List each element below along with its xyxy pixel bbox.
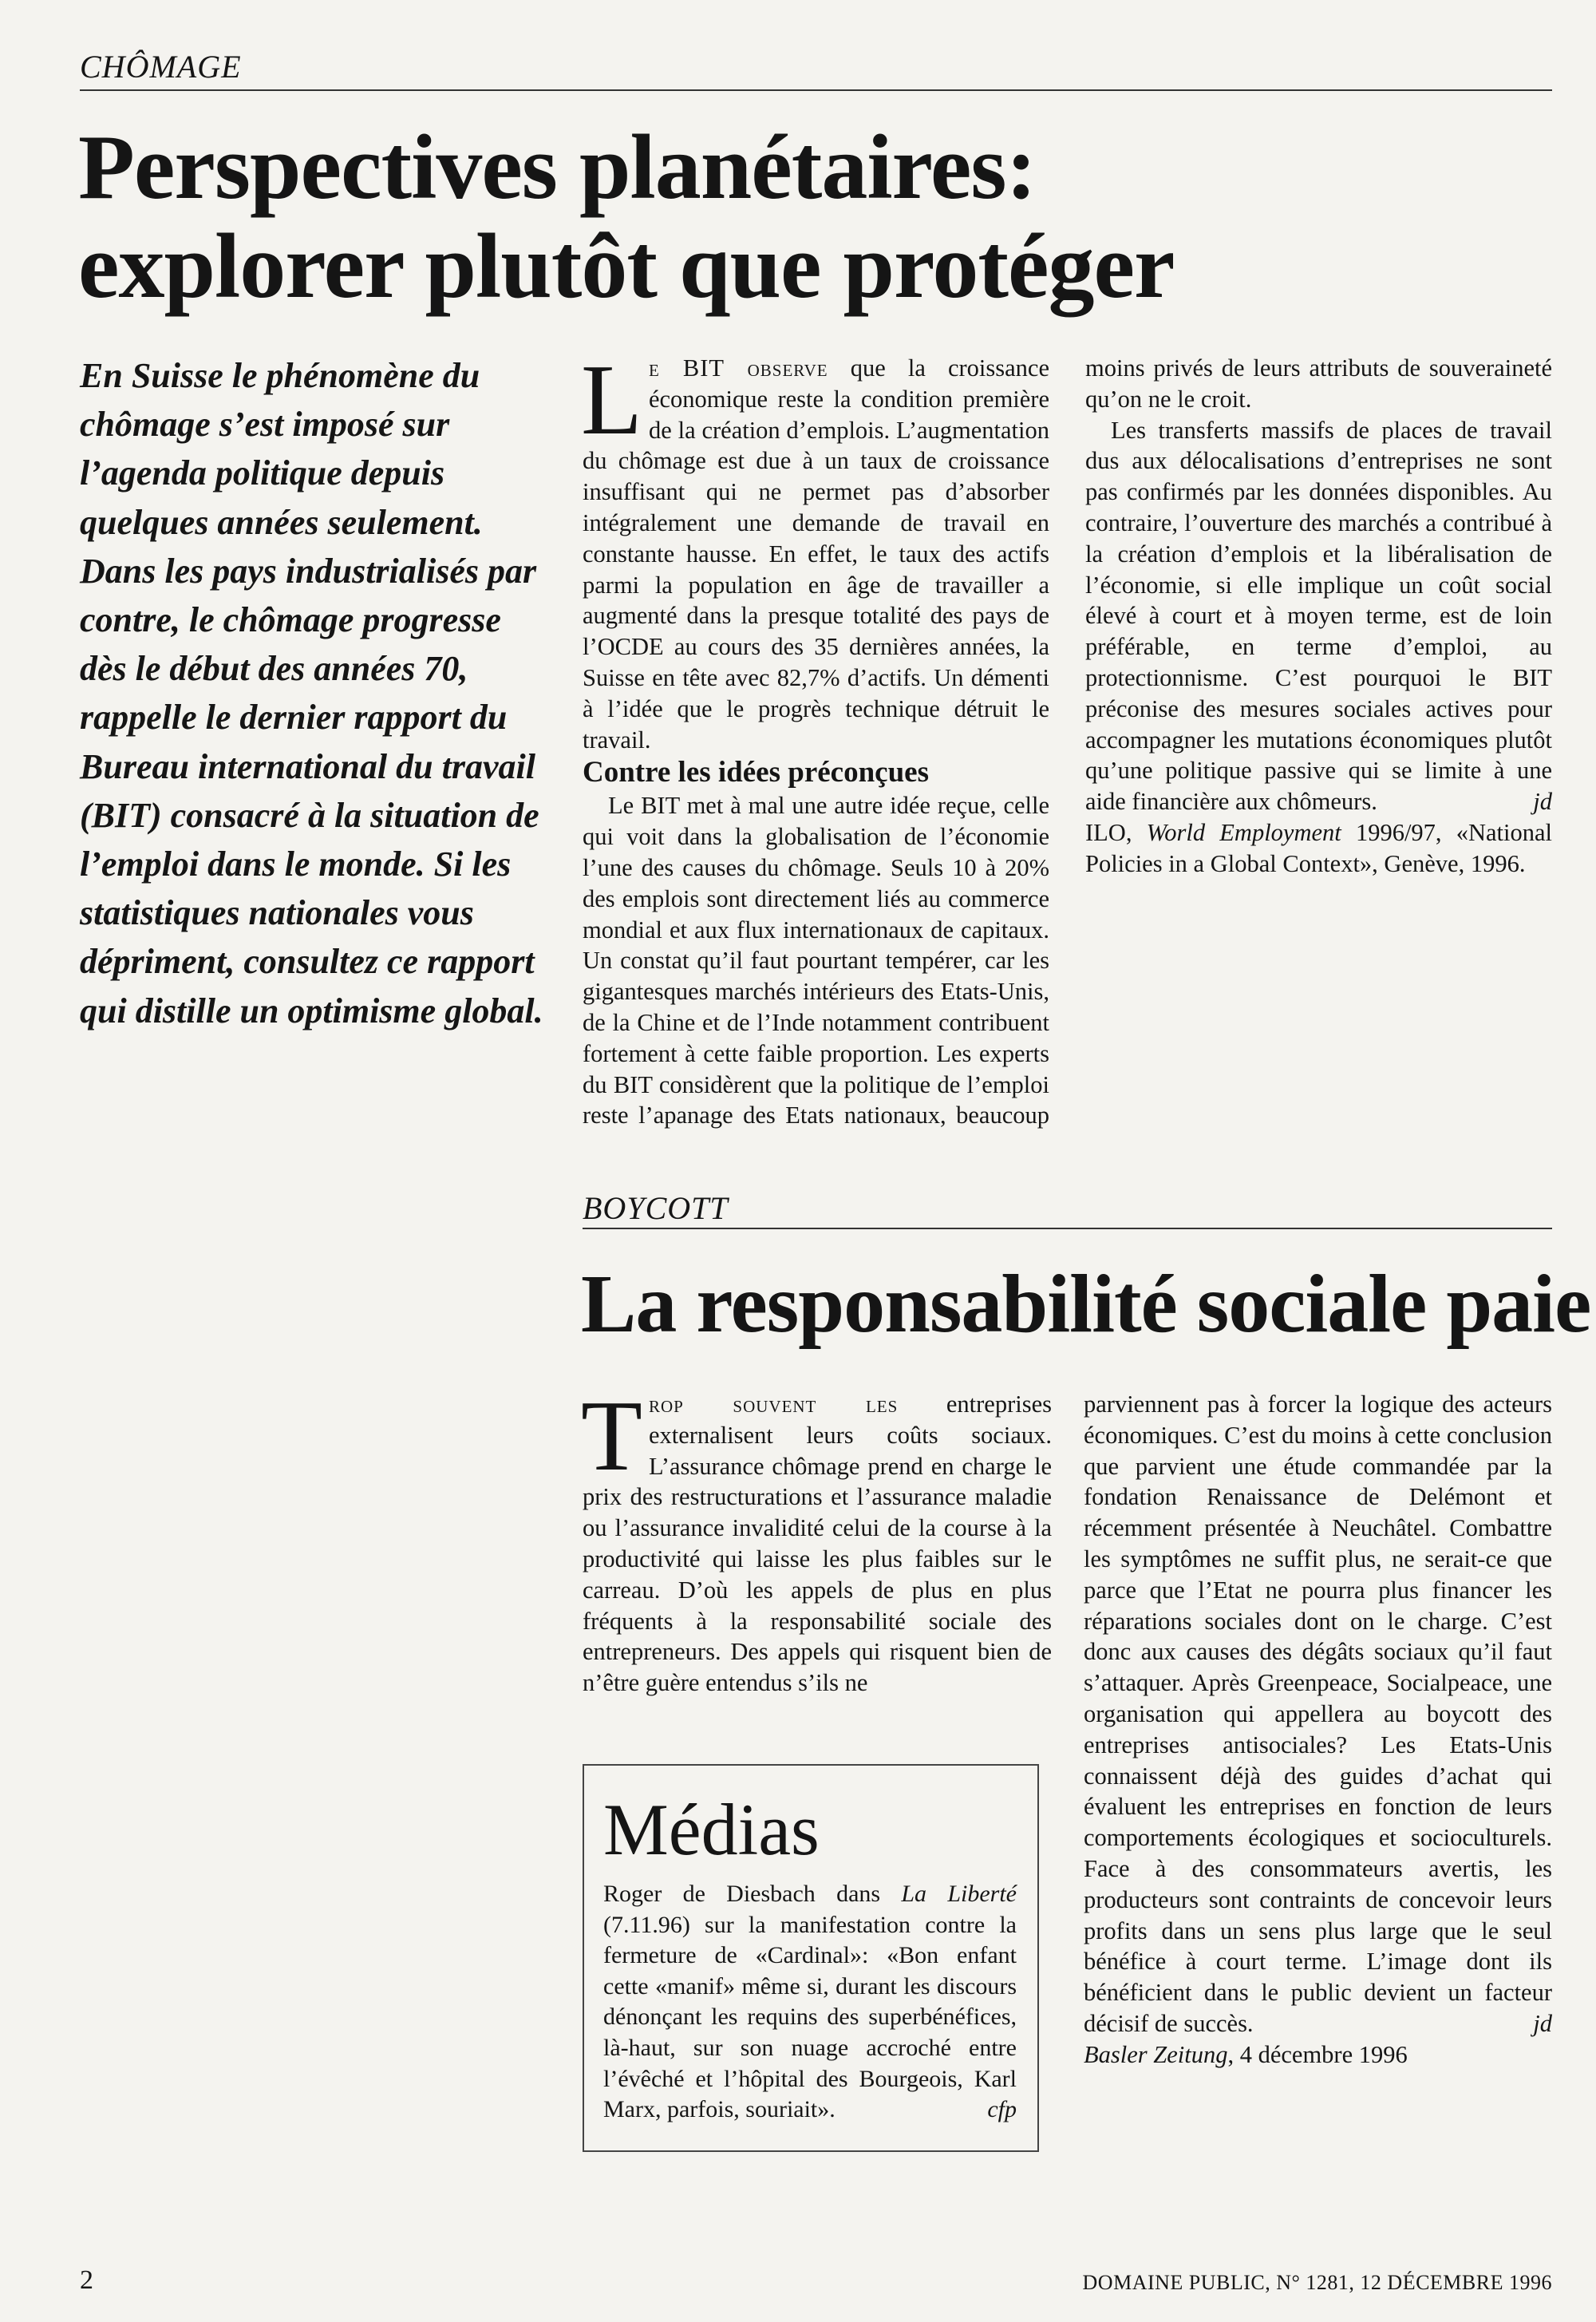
title-line-1: Perspectives planétaires: [78, 117, 1037, 219]
box-body [603, 1879, 1017, 2126]
signature: cfp [987, 2096, 1017, 2123]
article-title [581, 1255, 1590, 1354]
article-title [78, 118, 1175, 316]
source-citation [1085, 817, 1552, 880]
section-rubric-chomage: CHÔMAGE [80, 49, 242, 85]
body-paragraph [1084, 1389, 1552, 2039]
box-title: Médias [603, 1789, 820, 1870]
medias-box [583, 1764, 1039, 2152]
subheading: Contre les idées préconçues [583, 756, 929, 789]
section-rubric-boycott: BOYCOTT [583, 1190, 729, 1226]
opening-words: e BIT observe [648, 354, 828, 382]
box-text [603, 1879, 1017, 2126]
article-body-col-1 [581, 1381, 1052, 1699]
article-body [581, 345, 1553, 1155]
paragraph-text: Les transferts massifs de places de travail dus aux délocalisations d’entreprises ne sont pas confirmés par les données disponibles. Au contraire, l’ouverture des marchés a contribué à la création d’emplois et la libéralisation de l’économie, si elle implique un coût social élevé à court et à moyen terme, est de loin préférable, en terme d’emploi, au protectionnisme. C’est pourquoi le BIT préconise des mesures sociales actives pour accompagner les mutations économiques plutôt qu’une politique passive qui se limite à une aide financière aux chômeurs. [1085, 416, 1552, 816]
paragraph-text: que la croissance économique reste la condition première de la création d’emplois. L’augmentation du chômage est due à un taux de croissance insuffisant qui ne permet pas d’absorber intégralement une demande de travail en constante hausse. En effet, le taux des actifs parmi la population en âge de travailler a augmenté dans la presque totalité des pays de l’OCDE au cours des 35 dernières années, la Suisse en tête avec 82,7% d’actifs. Un démenti à l’idée que le progrès technique détruit le travail. [583, 354, 1049, 754]
body-paragraph [581, 345, 1049, 755]
rubric-rule [80, 89, 1552, 91]
rubric-rule [583, 1228, 1552, 1229]
body-paragraph [581, 1381, 1052, 1699]
title-line: La responsabilité sociale paie [581, 1258, 1591, 1350]
article-lead [80, 351, 551, 1035]
box-text-title: La Liberté [901, 1881, 1017, 1907]
publication-footer: DOMAINE PUBLIC, N° 1281, 12 DÉCEMBRE 1996 [1082, 2271, 1552, 2294]
signature: jd [1533, 788, 1552, 816]
opening-words: rop souvent les [648, 1390, 899, 1418]
paragraph-text: parviennent pas à forcer la logique des acteurs économiques. C’est du moins à cette conclusion que parvient une étude commandée par la fondation Renaissance de Delémont et récemment présentée à Neuchâtel. Combattre les symptômes ne suffit plus, ne serait-ce que parce que l’Etat ne pourra plus financer les réparations sociales dont on le charge. C’est donc aux causes des dégâts sociaux qu’il faut s’attaquer. Après Greenpeace, Socialpeace, une organisation qui appellera au boycott des entreprises antisociales? Les Etats-Unis connaissent déjà des guides d’achat qui évaluent les entreprises en fonction de leurs comportements écologiques et socioculturels. Face à des consommateurs avertis, les producteurs sont contraints de concevoir leurs profits dans un sens plus large que le seul bénéfice à court terme. L’image dont ils bénéficient dans le public devient un facteur décisif de succès. [1084, 1390, 1552, 2037]
source-title: World Employment [1146, 818, 1341, 846]
source-suffix: , 4 décembre 1996 [1227, 2040, 1408, 2068]
body-paragraph: Le BIT met à mal une autre idée reçue, celle qui voit dans la globalisation de l’économie l’une des causes du chômage. Seuls 10 à 20% des emplois sont directement liés au commerce mondial et aux flux internationaux de capitaux. Un constat qu’il faut pourtant tempérer, car les gigantesques marchés intérieurs des Etats-Unis, de la Chine et de l’Inde notamment contribuent fortement à cette faible proportion. Les experts du BIT considèrent que la politique de l’emploi reste l’apanage des Etats nationaux, beaucoup moins privés de leurs attributs de souveraineté qu’on ne le croit. [583, 354, 1552, 1129]
drop-cap: L [581, 345, 642, 456]
source-prefix: ILO, [1085, 818, 1147, 846]
title-line-2: explorer plutôt que protéger [78, 216, 1175, 318]
body-paragraph [1085, 415, 1552, 817]
drop-cap: T [581, 1381, 642, 1492]
source-title: Basler Zeitung [1084, 2040, 1228, 2068]
article-body-col-2 [1084, 1389, 1552, 2071]
source-suffix: 1996/97, «National Policies in a Global Context», Genève, 1996. [1085, 818, 1553, 877]
box-text-body: (7.11.96) sur la manifestation contre la fermeture de «Cardinal»: «Bon enfant cette «manif» même si, durant les discours dénonçant les requins des superbénéfices, là-haut, sur son nuage accroché entre l’évêché et l’hôpital des Bourgeois, Karl Marx, parfois, souriait». [603, 1911, 1017, 2123]
source-citation [1084, 2039, 1552, 2071]
paragraph-text: entreprises externalisent leurs coûts sociaux. L’assurance chômage prend en charge le prix des restructurations et l’assurance maladie ou l’assurance invalidité celui de la course à la productivité qui laisse les plus faibles sur le carreau. D’où les appels de plus en plus fréquents à la responsabilité sociale des entrepreneurs. Des appels qui risquent bien de n’être guère entendus s’ils ne [583, 1390, 1052, 1697]
signature: jd [1533, 2009, 1552, 2037]
box-text-prefix: Roger de Diesbach dans [603, 1881, 902, 1907]
lead-text: En Suisse le phénomène du chômage s’est imposé sur l’agenda politique depuis quelques années seulement. Dans les pays industrialisés par contre, le chômage progresse dès le début des années 70, rappelle le dernier rapport du Bureau international du travail (BIT) consacré à la situation de l’emploi dans le monde. Si les statistiques nationales vous dépriment, consultez ce rapport qui distille un optimisme global. [80, 356, 543, 1030]
page-number: 2 [80, 2265, 93, 2295]
